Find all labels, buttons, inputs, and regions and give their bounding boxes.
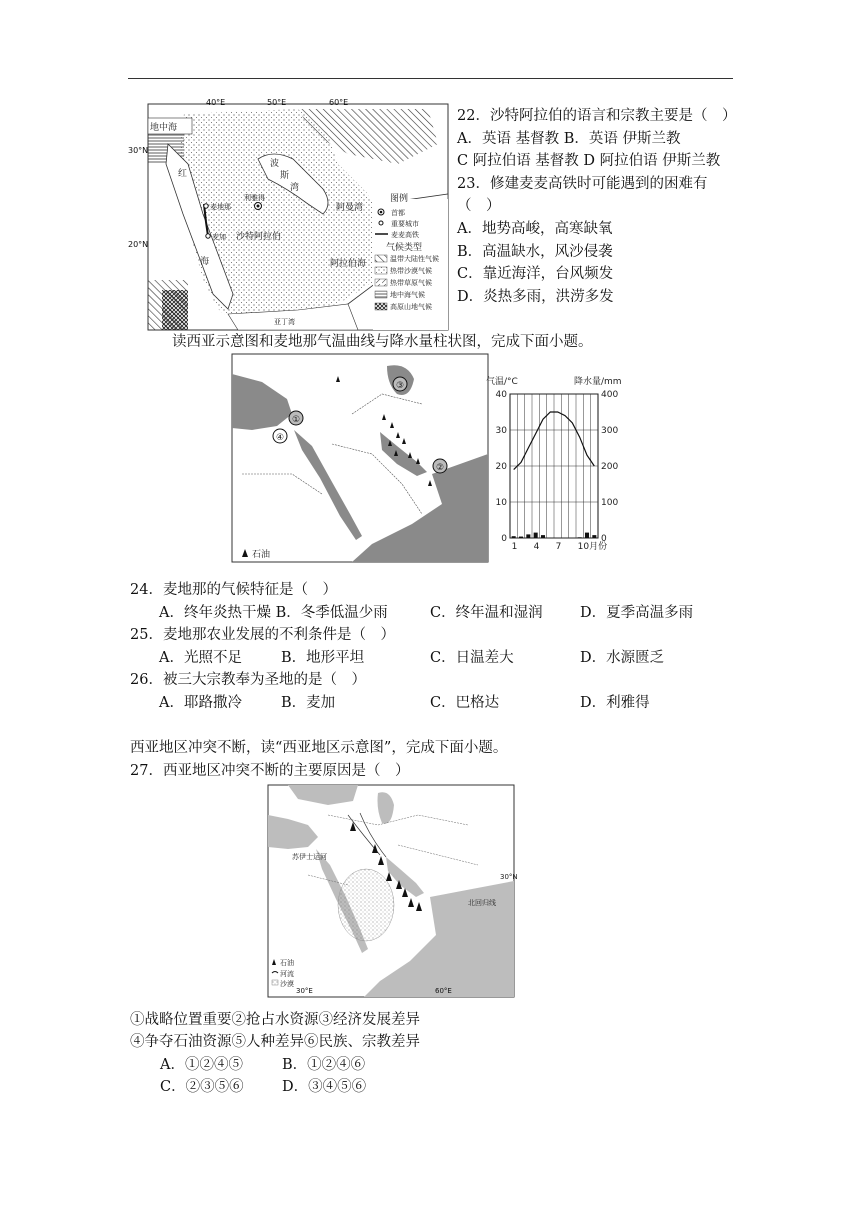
lat-label: 30°N <box>128 146 149 155</box>
precipitation-bar <box>592 535 596 538</box>
marker-1: ① <box>292 415 301 425</box>
lon-label: 40°E <box>206 98 226 107</box>
legend-river: 河流 <box>280 970 294 978</box>
q23-option-d: D．炎热多雨，洪涝多发 <box>457 289 614 305</box>
y-right-tick: 200 <box>601 462 619 472</box>
q27-stem: 27．西亚地区冲突不断的主要原因是（ ） <box>130 763 410 779</box>
label-saudi-arabia: 沙特阿拉伯 <box>236 232 282 242</box>
west-asia-oil-map <box>232 354 488 562</box>
marker-4: ④ <box>276 433 285 443</box>
precipitation-bar <box>526 534 530 538</box>
q26-stem: 26．被三大宗教奉为圣地的是（ ） <box>130 672 366 688</box>
climate-item: 高原山地气候 <box>390 303 432 311</box>
y-right-tick: 300 <box>601 426 619 436</box>
x-tick: 4 <box>533 542 540 552</box>
lon-label: 60°E <box>329 98 349 107</box>
legend-title: 图例 <box>390 194 409 204</box>
q27-option-c: C．②③⑤⑥ <box>160 1079 244 1095</box>
precipitation-bar <box>519 537 523 538</box>
marker-2: ② <box>436 463 445 473</box>
y-left-tick: 0 <box>501 534 507 544</box>
lon-label: 30°E <box>296 987 313 995</box>
label-red-sea: 海 <box>200 257 210 267</box>
x-tick: 1 <box>511 542 518 552</box>
q27-option-d: D．③④⑤⑥ <box>282 1079 367 1095</box>
q25-option-b: B．地形平坦 <box>281 650 365 666</box>
q23-option-c: C．靠近海洋，台风频发 <box>457 266 614 282</box>
q24-option-d: D．夏季高温多雨 <box>580 605 694 621</box>
y-left-tick: 30 <box>495 426 507 436</box>
climate-item: 热带草原气候 <box>390 279 432 287</box>
q27-choices: ①战略位置重要②抢占水资源③经济发展差异 <box>130 1012 420 1028</box>
q22-options: A．英语 基督教 B．英语 伊斯兰教 <box>457 131 681 147</box>
y-right-tick: 400 <box>601 390 619 400</box>
intro-text: 读西亚示意图和麦地那气温曲线与降水量柱状图，完成下面小题。 <box>172 334 593 350</box>
label-mecca: 麦加 <box>212 233 226 241</box>
label-tropic: 北回归线 <box>468 899 496 907</box>
q23-option-b: B．高温缺水，风沙侵袭 <box>457 244 613 260</box>
climate-title: 气候类型 <box>386 243 423 253</box>
q25-option-a: A．光照不足 <box>159 650 242 666</box>
legend-railway: 麦麦高铁 <box>391 231 419 239</box>
y-left-tick: 20 <box>495 462 507 472</box>
q23-paren: （ ） <box>457 198 501 214</box>
label-persian-gulf: 斯 <box>280 171 290 181</box>
q27-choices: ④争夺石油资源⑤人种差异⑥民族、宗教差异 <box>130 1034 420 1050</box>
label-mediterranean: 地中海 <box>150 123 178 133</box>
desert-icon <box>272 980 278 985</box>
label-red-sea: 红 <box>178 169 188 179</box>
y-left-tick: 40 <box>495 390 507 400</box>
label-30n: 30°N <box>500 873 518 881</box>
q26-option-c: C．巴格达 <box>430 695 500 711</box>
label-arabian-sea: 阿拉伯海 <box>330 259 367 269</box>
lon-label: 60°E <box>435 987 452 995</box>
climate-item: 热带沙漠气候 <box>390 267 432 275</box>
label-riyadh: 利雅得 <box>244 194 265 202</box>
q22-stem: 22．沙特阿拉伯的语言和宗教主要是（ ） <box>457 108 737 124</box>
q26-option-b: B．麦加 <box>281 695 336 711</box>
y-right-tick: 0 <box>601 534 607 544</box>
q24-stem: 24．麦地那的气候特征是（ ） <box>130 582 337 598</box>
q26-option-a: A．耶路撒冷 <box>159 695 242 711</box>
marker-3: ③ <box>396 381 405 391</box>
q24-option-ab: A．终年炎热干燥 B．冬季低温少雨 <box>159 605 388 621</box>
q25-stem: 25．麦地那农业发展的不利条件是（ ） <box>130 627 395 643</box>
saudi-railway-map <box>148 104 448 330</box>
y-right-tick: 100 <box>601 498 619 508</box>
q23-option-a: A．地势高峻，高寒缺氧 <box>457 221 613 237</box>
y-right-label: 降水量/mm <box>574 377 622 387</box>
legend-capital: 首都 <box>391 209 405 217</box>
medina-city-marker <box>204 204 208 208</box>
lat-label: 20°N <box>128 240 149 249</box>
west-asia-region-map <box>268 785 518 997</box>
precipitation-bar <box>585 533 589 538</box>
y-left-label: 气温/°C <box>486 377 518 387</box>
q25-option-c: C．日温差大 <box>430 650 514 666</box>
x-tick: 10月份 <box>577 542 608 552</box>
legend-oil: 石油 <box>280 959 294 967</box>
legend-oil: 石油 <box>252 550 271 560</box>
legend-city: 重要城市 <box>391 220 419 228</box>
intro-text: 西亚地区冲突不断，读“西亚地区示意图”，完成下面小题。 <box>130 740 508 756</box>
label-persian-gulf: 波 <box>270 159 280 169</box>
climate-item: 地中海气候 <box>390 291 425 299</box>
climate-item: 温带大陆性气候 <box>390 255 439 263</box>
y-left-tick: 10 <box>495 498 507 508</box>
q22-options: C 阿拉伯语 基督教 D 阿拉伯语 伊斯兰教 <box>457 153 721 169</box>
climate-chart <box>486 372 634 552</box>
mecca-city-marker <box>206 234 210 238</box>
label-suez-canal: 苏伊士运河 <box>292 853 327 861</box>
q23-stem: 23．修建麦麦高铁时可能遇到的困难有 <box>457 176 708 192</box>
x-tick: 7 <box>555 542 562 552</box>
q24-option-c: C．终年温和湿润 <box>430 605 543 621</box>
q27-option-b: B．①②④⑥ <box>282 1057 366 1073</box>
q25-option-d: D．水源匮乏 <box>580 650 665 666</box>
header-rule <box>128 78 733 79</box>
label-persian-gulf: 湾 <box>290 183 300 193</box>
q27-option-a: A．①②④⑤ <box>160 1057 243 1073</box>
lon-label: 50°E <box>267 98 287 107</box>
legend-desert: 沙漠 <box>280 980 294 988</box>
precipitation-bar <box>534 533 538 538</box>
label-medina: 麦地那 <box>210 203 231 211</box>
label-gulf-of-oman: 阿曼湾 <box>336 203 364 213</box>
precipitation-bar <box>578 537 582 538</box>
precipitation-bar <box>541 535 545 538</box>
label-gulf-of-aden: 亚丁湾 <box>274 318 295 326</box>
q26-option-d: D．利雅得 <box>580 695 650 711</box>
precipitation-bar <box>512 536 516 538</box>
